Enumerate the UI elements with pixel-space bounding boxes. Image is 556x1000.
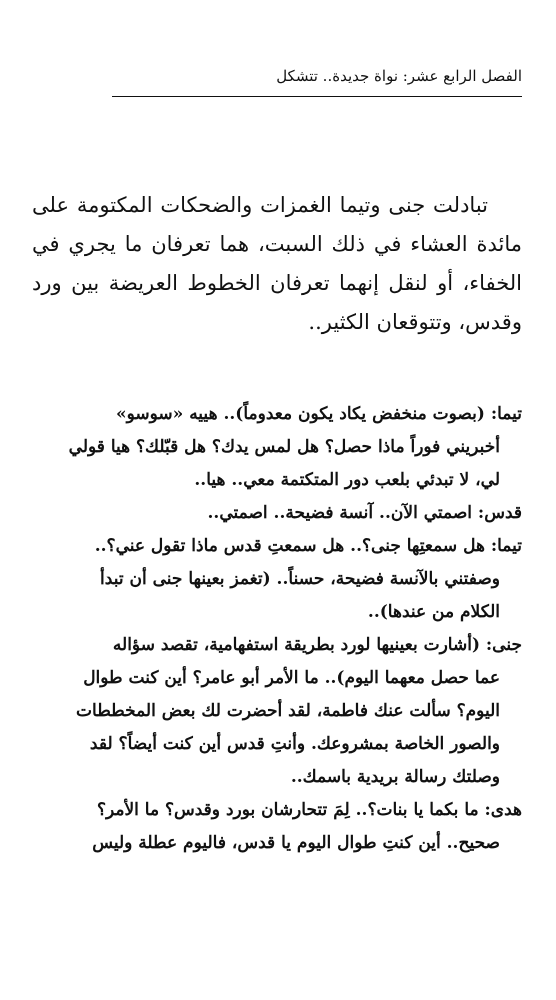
dialogue-line: جنى: (أشارت بعينيها لورد بطريقة استفهامية، تقصد سؤاله: [112, 635, 522, 655]
dialogue-line: لي، لا تبدئي بلعب دور المتكتمة معي.. هيا..: [194, 470, 500, 490]
dialogue-line: وصفتني بالآنسة فضيحة، حسناً.. (تغمز بعينها جنى أن تبدأ: [100, 569, 500, 589]
dialogue-line: عما حصل معهما اليوم).. ما الأمر أبو عامر؟ أين كنت طوال: [83, 668, 500, 688]
header-rule: [112, 96, 522, 97]
dialogue-turn-qods-1: [32, 497, 522, 530]
dialogue-turn-huda-1: [32, 794, 522, 860]
dialogue-line: قدس: اصمتي الآن.. آنسة فضيحة.. اصمتي..: [207, 503, 522, 523]
dialogue-line: تيما: هل سمعتِها جنى؟.. هل سمعتِ قدس ماذا تقول عني؟..: [94, 536, 522, 556]
dialogue-line: أخبريني فوراً ماذا حصل؟ هل لمس يدك؟ هل قبّلك؟ هيا قولي: [68, 437, 500, 457]
dialogue-line: وصلتك رسالة بريدية باسمك..: [290, 767, 500, 787]
dialogue-line: والصور الخاصة بمشروعك. وأنتِ قدس أين كنت أيضاً؟ لقد: [89, 734, 500, 754]
intro-paragraph: [32, 186, 522, 342]
running-header: الفصل الرابع عشر: نواة جديدة.. تتشكل: [276, 67, 522, 85]
dialogue-turn-jana-1: [32, 629, 522, 794]
intro-line: في الخفاء، أو لنقل إنهما تعرفان الخطوط العريضة بين ورد: [32, 232, 522, 295]
intro-line: وقدس، وتتوقعان الكثير..: [308, 310, 522, 334]
intro-line: تبادلت جنى وتيما الغمزات والضحكات المكتومة: [76, 193, 488, 217]
intro-line: على مائدة العشاء في ذلك السبت، هما تعرفان ما يجري: [32, 193, 522, 256]
dialogue-turn-tima-1: [32, 398, 522, 497]
dialogue-line: هدى: ما بكما يا بنات؟.. لِمَ تتحارشان بورد وقدس؟ ما الأمر؟: [96, 800, 522, 820]
dialogue-line: اليوم؟ سألت عنك فاطمة، لقد أحضرت لك بعض المخططات: [76, 701, 500, 721]
dialogue-line: تيما: (بصوت منخفض يكاد يكون معدوماً).. هييه «سوسو»: [115, 404, 522, 424]
dialogue-line: صحيح.. أين كنتِ طوال اليوم يا قدس، فاليوم عطلة وليس: [92, 833, 500, 853]
dialogue-line: الكلام من عندها)..: [367, 602, 500, 622]
dialogue-turn-tima-2: [32, 530, 522, 629]
dialogue-section: [32, 398, 522, 860]
intro-text: [32, 186, 522, 342]
